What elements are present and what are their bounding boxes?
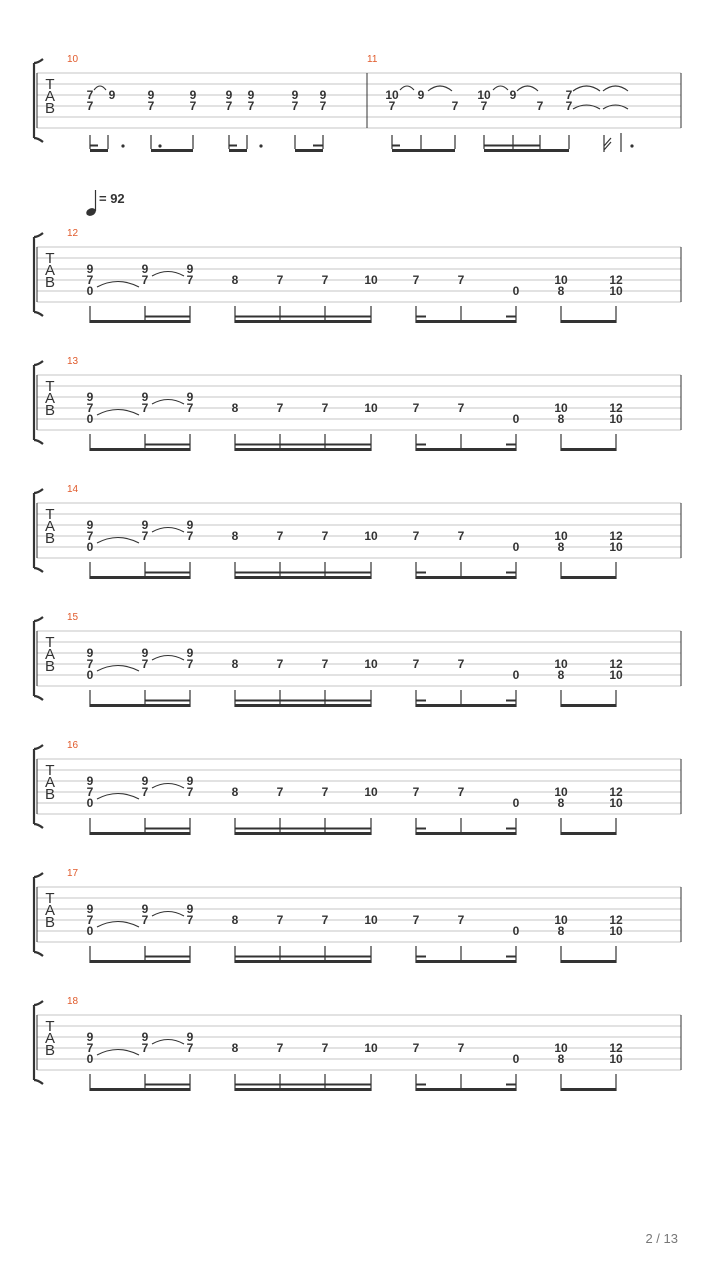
fret-number: 9 [319, 88, 327, 102]
secondary-beam [145, 956, 190, 958]
fret-number: 7 [86, 785, 94, 799]
beam [90, 576, 190, 579]
fret-number: 10 [609, 412, 623, 426]
tab-clef-letter: B [44, 274, 56, 291]
fret-number: 9 [86, 262, 94, 276]
fret-number: 7 [141, 401, 149, 415]
fret-number: 9 [86, 902, 94, 916]
tab-clef-letter: A [44, 774, 56, 791]
tab-clef-letter: T [45, 378, 55, 395]
fret-number: 8 [557, 412, 565, 426]
fret-number: 7 [451, 99, 459, 113]
secondary-beam [506, 956, 516, 958]
tab-clef-letter: B [44, 100, 56, 117]
fret-number: 9 [189, 88, 197, 102]
fret-number: 7 [86, 88, 94, 102]
fret-number: 9 [141, 262, 149, 276]
fret-number: 7 [141, 785, 149, 799]
fret-number: 7 [276, 785, 284, 799]
beam [90, 1088, 190, 1091]
system-bracket [34, 59, 43, 142]
beam [90, 448, 190, 451]
fret-number: 10 [364, 657, 378, 671]
fret-number: 7 [276, 1041, 284, 1055]
fret-number: 7 [321, 785, 329, 799]
secondary-beam [145, 316, 190, 318]
tie-arc [400, 86, 414, 90]
secondary-beam [235, 828, 371, 830]
tab-clef-letter: T [45, 762, 55, 779]
beam [235, 448, 371, 451]
secondary-beam [484, 145, 540, 147]
tab-clef-letter: A [44, 390, 56, 407]
secondary-beam [506, 316, 516, 318]
fret-number: 8 [231, 401, 239, 415]
beam [90, 832, 190, 835]
fret-number: 9 [186, 262, 194, 276]
tab-clef-letter: T [45, 890, 55, 907]
measure-number: 10 [67, 54, 79, 65]
secondary-beam [416, 572, 426, 574]
fret-number: 7 [86, 273, 94, 287]
fret-number: 9 [291, 88, 299, 102]
tie-arc [97, 922, 139, 928]
fret-number: 9 [86, 646, 94, 660]
beam [484, 149, 569, 152]
rhythm-dot [630, 144, 633, 147]
tie-arc [97, 666, 139, 672]
beam [235, 704, 371, 707]
measure-number: 15 [67, 612, 79, 623]
fret-number: 8 [557, 1052, 565, 1066]
beam [235, 960, 371, 963]
tab-clef-letter: A [44, 1030, 56, 1047]
secondary-beam [506, 444, 516, 446]
tie-arc [97, 282, 139, 288]
beam [235, 1088, 371, 1091]
tie-arc [152, 1040, 184, 1045]
beam [416, 1088, 516, 1091]
fret-number: 7 [186, 657, 194, 671]
tempo-marking: = 92 [99, 191, 125, 206]
tab-clef-letter: A [44, 262, 56, 279]
system-bracket [34, 233, 43, 316]
fret-number: 7 [457, 401, 465, 415]
secondary-beam [416, 828, 426, 830]
tie-arc [152, 784, 184, 789]
fret-number: 7 [186, 273, 194, 287]
fret-number: 10 [554, 529, 568, 543]
tie-arc [97, 1050, 139, 1056]
fret-number: 0 [86, 1052, 94, 1066]
fret-number: 9 [86, 390, 94, 404]
beam [561, 576, 616, 579]
fret-number: 10 [477, 88, 491, 102]
page-number: 2 / 13 [645, 1231, 678, 1246]
fret-number: 7 [141, 273, 149, 287]
fret-number: 7 [141, 529, 149, 543]
fret-number: 7 [276, 273, 284, 287]
fret-number: 7 [186, 785, 194, 799]
tie-arc [573, 86, 600, 91]
secondary-beam [235, 444, 371, 446]
fret-number: 7 [276, 529, 284, 543]
tab-clef-letter: B [44, 402, 56, 419]
fret-number: 7 [276, 657, 284, 671]
tab-clef-letter: T [45, 1018, 55, 1035]
fret-number: 10 [554, 1041, 568, 1055]
fret-number: 9 [141, 390, 149, 404]
fret-number: 7 [457, 529, 465, 543]
measure-number: 18 [67, 996, 79, 1007]
fret-number: 8 [231, 1041, 239, 1055]
tie-arc [94, 86, 106, 90]
secondary-beam [416, 700, 426, 702]
rhythm-dot [158, 144, 161, 147]
fret-number: 9 [141, 774, 149, 788]
fret-number: 12 [609, 657, 623, 671]
beam [235, 320, 371, 323]
grace-flag [604, 135, 611, 152]
fret-number: 0 [512, 284, 520, 298]
beam [416, 960, 516, 963]
secondary-beam [229, 145, 237, 147]
secondary-beam [235, 316, 371, 318]
secondary-beam [145, 1084, 190, 1086]
fret-number: 7 [457, 913, 465, 927]
measure-number: 16 [67, 740, 79, 751]
beam [90, 704, 190, 707]
fret-number: 7 [321, 401, 329, 415]
fret-number: 10 [554, 913, 568, 927]
fret-number: 8 [557, 540, 565, 554]
fret-number: 7 [147, 99, 155, 113]
tie-arc [152, 528, 184, 533]
fret-number: 9 [86, 774, 94, 788]
beam [392, 149, 455, 152]
secondary-beam [416, 956, 426, 958]
fret-number: 0 [512, 668, 520, 682]
fret-number: 7 [86, 657, 94, 671]
beam [416, 704, 516, 707]
fret-number: 12 [609, 913, 623, 927]
rhythm-dot [121, 144, 124, 147]
secondary-beam [506, 828, 516, 830]
fret-number: 10 [609, 540, 623, 554]
fret-number: 7 [457, 1041, 465, 1055]
fret-number: 0 [512, 1052, 520, 1066]
fret-number: 7 [141, 657, 149, 671]
tie-arc [603, 86, 628, 91]
secondary-beam [416, 316, 426, 318]
tie-arc [97, 794, 139, 800]
fret-number: 7 [565, 88, 573, 102]
fret-number: 7 [319, 99, 327, 113]
fret-number: 7 [86, 99, 94, 113]
fret-number: 7 [225, 99, 233, 113]
fret-number: 7 [457, 657, 465, 671]
tie-arc [97, 410, 139, 416]
secondary-beam [235, 956, 371, 958]
fret-number: 0 [86, 284, 94, 298]
fret-number: 8 [231, 913, 239, 927]
tab-clef-letter: B [44, 786, 56, 803]
measure-number: 14 [67, 484, 79, 495]
fret-number: 12 [609, 529, 623, 543]
secondary-beam [90, 145, 98, 147]
secondary-beam [145, 828, 190, 830]
beam [295, 149, 323, 152]
beam [561, 320, 616, 323]
secondary-beam [145, 700, 190, 702]
tie-arc [517, 86, 538, 91]
fret-number: 12 [609, 1041, 623, 1055]
tie-arc [152, 912, 184, 917]
secondary-beam [145, 444, 190, 446]
beam [561, 448, 616, 451]
tab-clef-letter: T [45, 250, 55, 267]
fret-number: 7 [457, 273, 465, 287]
fret-number: 8 [231, 785, 239, 799]
fret-number: 7 [565, 99, 573, 113]
fret-number: 9 [141, 518, 149, 532]
tab-clef-letter: T [45, 634, 55, 651]
beam [416, 832, 516, 835]
fret-number: 7 [189, 99, 197, 113]
fret-number: 10 [609, 796, 623, 810]
fret-number: 9 [186, 390, 194, 404]
fret-number: 7 [141, 913, 149, 927]
secondary-beam [392, 145, 400, 147]
fret-number: 10 [609, 1052, 623, 1066]
fret-number: 7 [457, 785, 465, 799]
fret-number: 7 [276, 913, 284, 927]
fret-number: 9 [141, 902, 149, 916]
fret-number: 10 [609, 924, 623, 938]
tab-clef-letter: A [44, 902, 56, 919]
fret-number: 7 [321, 529, 329, 543]
beam [229, 149, 247, 152]
fret-number: 0 [86, 924, 94, 938]
fret-number: 7 [412, 657, 420, 671]
tie-arc [152, 400, 184, 405]
fret-number: 10 [554, 785, 568, 799]
tab-clef-letter: B [44, 530, 56, 547]
fret-number: 9 [186, 1030, 194, 1044]
secondary-beam [235, 1084, 371, 1086]
fret-number: 7 [186, 913, 194, 927]
fret-number: 8 [557, 796, 565, 810]
fret-number: 0 [512, 540, 520, 554]
secondary-beam [313, 145, 323, 147]
fret-number: 9 [141, 646, 149, 660]
fret-number: 9 [186, 646, 194, 660]
fret-number: 9 [186, 902, 194, 916]
fret-number: 0 [512, 924, 520, 938]
tie-arc [152, 272, 184, 277]
fret-number: 8 [231, 529, 239, 543]
system-bracket [34, 489, 43, 572]
fret-number: 7 [480, 99, 488, 113]
fret-number: 10 [554, 273, 568, 287]
tie-arc [152, 656, 184, 661]
fret-number: 8 [557, 284, 565, 298]
beam [90, 149, 108, 152]
tie-arc [97, 538, 139, 544]
beam [90, 960, 190, 963]
fret-number: 7 [86, 529, 94, 543]
tab-clef-letter: B [44, 1042, 56, 1059]
beam [561, 832, 616, 835]
measure-number: 12 [67, 228, 79, 239]
fret-number: 7 [321, 273, 329, 287]
fret-number: 7 [412, 273, 420, 287]
secondary-beam [235, 700, 371, 702]
rhythm-dot [259, 144, 262, 147]
beam [151, 149, 193, 152]
secondary-beam [416, 1084, 426, 1086]
tie-arc [493, 86, 508, 90]
fret-number: 10 [554, 657, 568, 671]
beam [416, 320, 516, 323]
beam [416, 576, 516, 579]
fret-number: 7 [247, 99, 255, 113]
fret-number: 7 [291, 99, 299, 113]
beam [416, 448, 516, 451]
fret-number: 7 [412, 1041, 420, 1055]
fret-number: 7 [186, 401, 194, 415]
fret-number: 7 [536, 99, 544, 113]
fret-number: 10 [364, 1041, 378, 1055]
fret-number: 0 [86, 540, 94, 554]
fret-number: 0 [86, 668, 94, 682]
fret-number: 12 [609, 785, 623, 799]
fret-number: 7 [141, 1041, 149, 1055]
fret-number: 7 [186, 1041, 194, 1055]
system-bracket [34, 745, 43, 828]
beam [561, 704, 616, 707]
fret-number: 7 [388, 99, 396, 113]
tab-clef-letter: B [44, 914, 56, 931]
fret-number: 7 [86, 1041, 94, 1055]
fret-number: 7 [186, 529, 194, 543]
fret-number: 9 [247, 88, 255, 102]
secondary-beam [145, 572, 190, 574]
fret-number: 10 [554, 401, 568, 415]
fret-number: 7 [321, 657, 329, 671]
tab-clef-letter: T [45, 76, 55, 93]
fret-number: 7 [276, 401, 284, 415]
beam [235, 832, 371, 835]
fret-number: 9 [147, 88, 155, 102]
fret-number: 9 [509, 88, 517, 102]
beam [561, 1088, 616, 1091]
fret-number: 10 [364, 913, 378, 927]
fret-number: 7 [86, 401, 94, 415]
measure-number: 11 [367, 54, 378, 65]
fret-number: 7 [412, 529, 420, 543]
fret-number: 0 [512, 412, 520, 426]
fret-number: 9 [86, 1030, 94, 1044]
fret-number: 10 [609, 284, 623, 298]
secondary-beam [506, 572, 516, 574]
fret-number: 10 [364, 785, 378, 799]
fret-number: 9 [186, 518, 194, 532]
fret-number: 9 [86, 518, 94, 532]
fret-number: 7 [86, 913, 94, 927]
fret-number: 9 [141, 1030, 149, 1044]
fret-number: 12 [609, 401, 623, 415]
secondary-beam [506, 700, 516, 702]
secondary-beam [416, 444, 426, 446]
fret-number: 8 [557, 668, 565, 682]
secondary-beam [506, 1084, 516, 1086]
tab-clef-letter: A [44, 88, 56, 105]
measure-number: 13 [67, 356, 79, 367]
secondary-beam [235, 572, 371, 574]
fret-number: 7 [412, 913, 420, 927]
fret-number: 0 [512, 796, 520, 810]
fret-number: 10 [364, 529, 378, 543]
fret-number: 7 [321, 913, 329, 927]
beam [235, 576, 371, 579]
beam [90, 320, 190, 323]
tab-clef-letter: A [44, 646, 56, 663]
system-bracket [34, 617, 43, 700]
fret-number: 8 [231, 657, 239, 671]
tab-clef-letter: B [44, 658, 56, 675]
fret-number: 10 [385, 88, 399, 102]
fret-number: 8 [557, 924, 565, 938]
fret-number: 8 [231, 273, 239, 287]
beam [561, 960, 616, 963]
fret-number: 9 [186, 774, 194, 788]
fret-number: 0 [86, 412, 94, 426]
fret-number: 0 [86, 796, 94, 810]
fret-number: 12 [609, 273, 623, 287]
fret-number: 10 [364, 273, 378, 287]
fret-number: 9 [108, 88, 116, 102]
fret-number: 10 [364, 401, 378, 415]
tab-clef-letter: A [44, 518, 56, 535]
system-bracket [34, 873, 43, 956]
fret-number: 9 [225, 88, 233, 102]
fret-number: 7 [321, 1041, 329, 1055]
fret-number: 9 [417, 88, 425, 102]
fret-number: 10 [609, 668, 623, 682]
system-bracket [34, 1001, 43, 1084]
measure-number: 17 [67, 868, 79, 879]
fret-number: 7 [412, 785, 420, 799]
fret-number: 7 [412, 401, 420, 415]
system-bracket [34, 361, 43, 444]
tie-arc [428, 86, 452, 91]
tab-clef-letter: T [45, 506, 55, 523]
